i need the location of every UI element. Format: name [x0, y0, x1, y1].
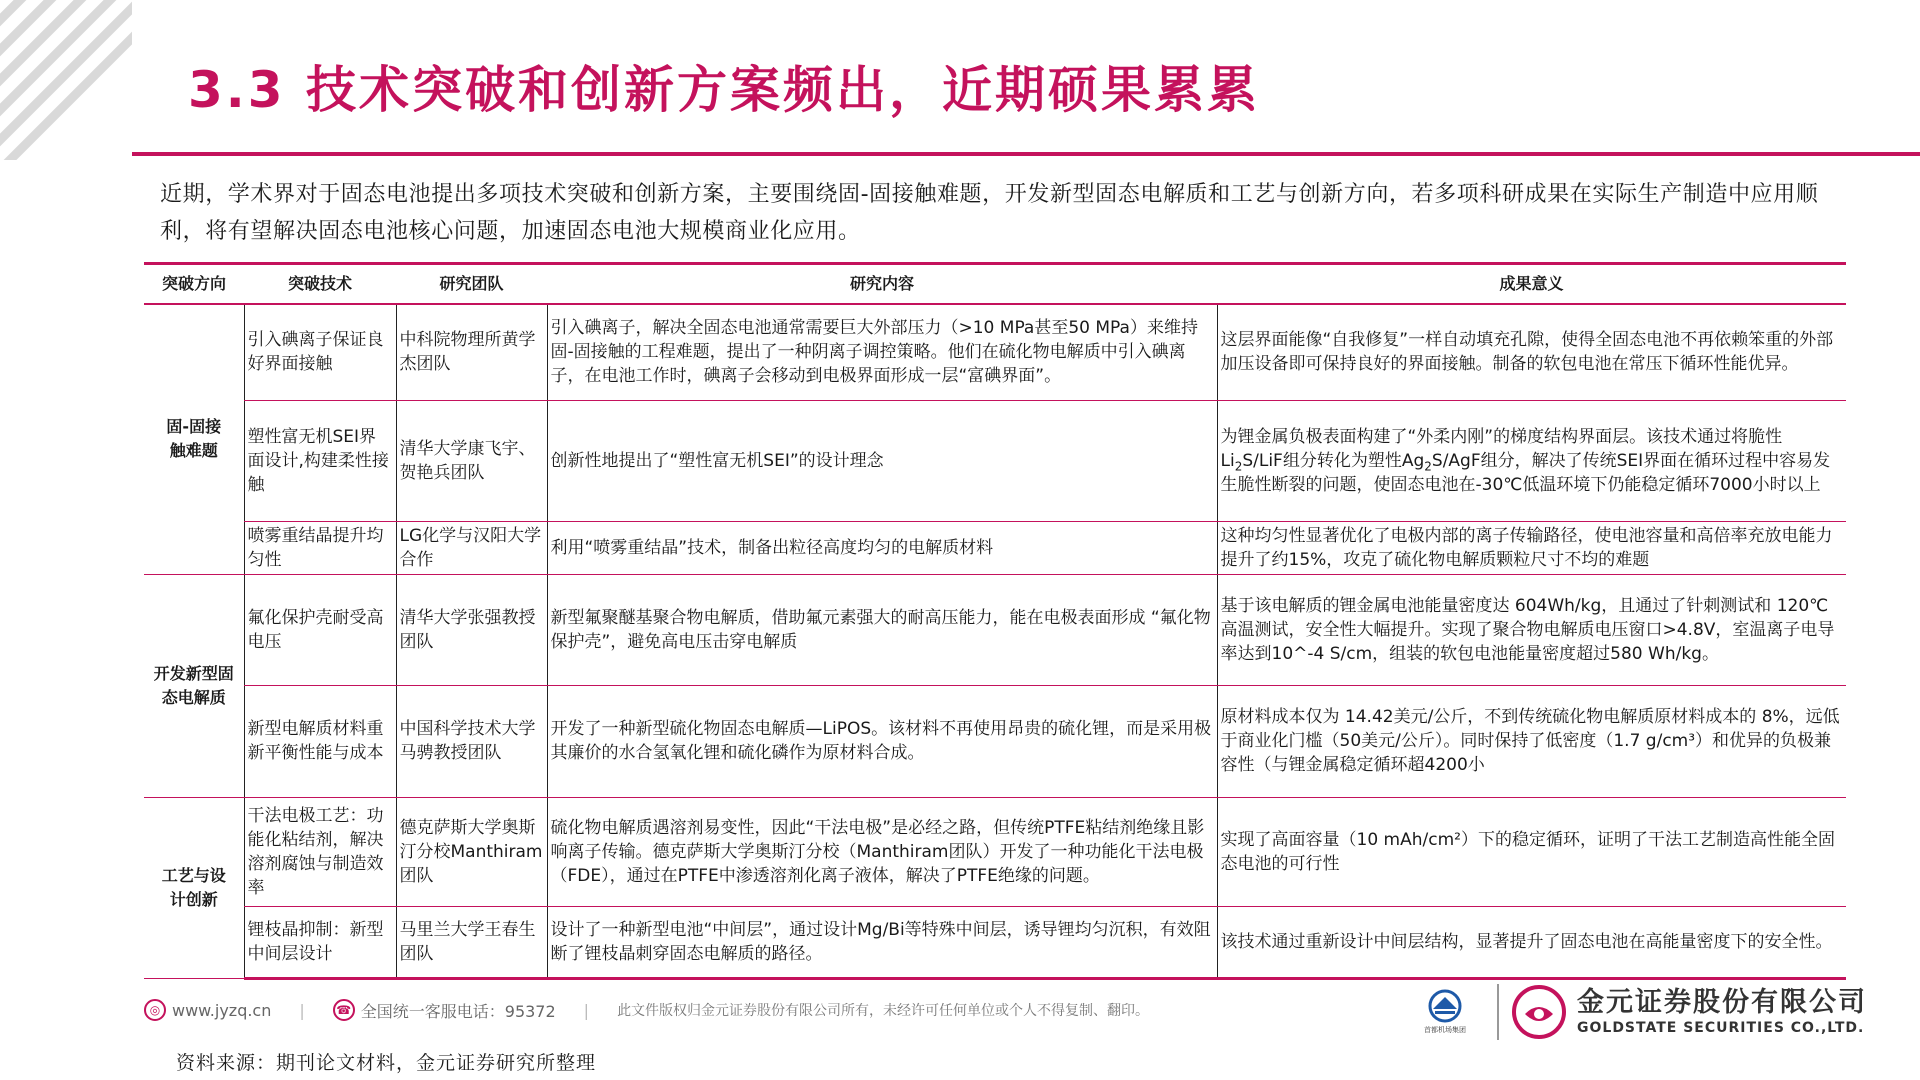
tech-cell: 锂枝晶抑制：新型中间层设计: [244, 906, 396, 978]
team-cell: 德克萨斯大学奥斯汀分校Manthiram团队: [396, 797, 547, 906]
table-row: [144, 400, 1846, 521]
content-cell: 设计了一种新型电池“中间层”，通过设计Mg/Bi等特殊中间层，诱导锂均匀沉积，有效阻断了锂枝晶刺穿固态电解质的路径。: [547, 906, 1217, 978]
content-cell: 硫化物电解质遇溶剂易变性，因此“干法电极”是必经之路，但传统PTFE粘结剂绝缘且影响离子传输。德克萨斯大学奥斯汀分校（Manthiram团队）开发了一种功能化干法电极（FDE），通过在PTFE中渗透溶剂化离子液体，解决了PTFE绝缘的问题。: [547, 797, 1217, 906]
team-cell: LG化学与汉阳大学合作: [396, 521, 547, 574]
result-text-part: 为锂金属负极表面构建了“外柔内刚”的梯度结构界面层。该技术通过将脆性Li: [1220, 426, 1783, 471]
logo-area: [1405, 980, 1875, 1044]
table-row: [144, 685, 1846, 797]
result-cell: 实现了高面容量（10 mAh/cm²）下的稳定循环，证明了干法工艺制造高性能全固态电池的可行性: [1217, 797, 1846, 906]
subscript: 2: [1424, 458, 1432, 473]
subscript: 2: [1234, 458, 1243, 473]
tech-cell: 新型电解质材料重新平衡性能与成本: [244, 685, 396, 797]
content-cell: 利用“喷雾重结晶”技术，制备出粒径高度均匀的电解质材料: [547, 521, 1217, 574]
website-text: www.jyzq.cn: [172, 1000, 272, 1020]
title-rule: [132, 152, 1920, 156]
result-text-part: S/LiF组分转化为塑性Ag: [1242, 450, 1425, 471]
result-cell: 该技术通过重新设计中间层结构，显著提升了固态电池在高能量密度下的安全性。: [1217, 906, 1846, 978]
team-cell: 中科院物理所黄学杰团队: [396, 304, 547, 400]
tech-cell: 氟化保护壳耐受高电压: [244, 574, 396, 685]
footer-website[interactable]: [144, 999, 271, 1021]
phone-icon: ☎: [333, 999, 355, 1021]
team-cell: 马里兰大学王春生团队: [396, 906, 547, 978]
page-title: 3.3 技术突破和创新方案频出，近期硕果累累: [188, 61, 1260, 119]
goldstate-logo: [1511, 984, 1867, 1040]
source-note: 资料来源：期刊论文材料，金元证券研究所整理: [176, 1052, 597, 1074]
goldstate-logo-icon: [1511, 984, 1567, 1040]
airport-logo-icon: [1425, 989, 1465, 1023]
copyright-text: 此文件版权归金元证券股份有限公司所有，未经许可任何单位或个人不得复制、翻印。: [617, 1003, 1150, 1019]
footer-separator: |: [299, 1000, 305, 1020]
header-significance: 成果意义: [1217, 264, 1846, 305]
content-cell: 新型氟聚醚基聚合物电解质，借助氟元素强大的耐高压能力，能在电极表面形成 “氟化物保护壳”，避免高电压击穿电解质: [547, 574, 1217, 685]
content-cell: 开发了一种新型硫化物固态电解质—LiPOS。该材料不再使用昂贵的硫化锂，而是采用极其廉价的水合氢氧化锂和硫化磷作为原材料合成。: [547, 685, 1217, 797]
team-cell: 清华大学康飞宇、贺艳兵团队: [396, 400, 547, 521]
table-row: [144, 797, 1846, 906]
tech-cell: 塑性富无机SEI界面设计,构建柔性接触: [244, 400, 396, 521]
airport-group-logo: [1405, 980, 1485, 1044]
team-cell: 中国科学技术大学马骋教授团队: [396, 685, 547, 797]
globe-icon: ◎: [144, 999, 166, 1021]
footer-strip: [144, 990, 1444, 1030]
logo-divider: [1497, 984, 1499, 1040]
result-text-part: S/AgF组分，解决了传统SEI界面在循环过程中容易发生脆性断裂的问题，使固态电池在-30℃低温环境下仍能稳定循环7000小时以上: [1220, 450, 1831, 495]
footer-separator: |: [583, 1000, 590, 1020]
content-cell: 引入碘离子，解决全固态电池通常需要巨大外部压力（>10 MPa甚至50 MPa）来维持固-固接触的工程难题，提出了一种阴离子调控策略。他们在硫化物电解质中引入碘离子，在电池工作时，碘离子会移动到电极界面形成一层“富碘界面”。: [547, 304, 1217, 400]
company-name-cn: 金元证券股份有限公司: [1577, 987, 1867, 1018]
hotline-text: 全国统一客服电话：95372: [360, 1001, 556, 1021]
airport-logo-text: 首都机场集团: [1424, 1026, 1466, 1034]
breakthrough-table: [144, 262, 1846, 980]
result-cell: 基于该电解质的锂金属电池能量密度达 604Wh/kg，且通过了针刺测试和 120℃高温测试，安全性大幅提升。实现了聚合物电解质电压窗口>4.8V，室温离子电导率达到10^-4 S/cm，组装的软包电池能量密度超过580 Wh/kg。: [1217, 574, 1846, 685]
direction-cell: 开发新型固态电解质: [144, 574, 244, 797]
tech-cell: 引入碘离子保证良好界面接触: [244, 304, 396, 400]
table-row: [144, 521, 1846, 574]
footer-hotline: [333, 999, 556, 1022]
table-header-row: [144, 264, 1846, 305]
table-row: [144, 574, 1846, 685]
header-technology: 突破技术: [244, 264, 396, 305]
intro-paragraph: 近期，学术界对于固态电池提出多项技术突破和创新方案，主要围绕固-固接触难题，开发新型固态电解质和工艺与创新方向，若多项科研成果在实际生产制造中应用顺利，将有望解决固态电池核心问题，加速固态电池大规模商业化应用。: [160, 182, 1819, 244]
table-row: [144, 304, 1846, 400]
title-band-slant: [132, 0, 172, 154]
direction-cell: 固-固接触难题: [144, 304, 244, 574]
result-cell: [1217, 400, 1846, 521]
result-cell: 这层界面能像“自我修复”一样自动填充孔隙，使得全固态电池不再依赖笨重的外部加压设备即可保持良好的界面接触。制备的软包电池在常压下循环性能优异。: [1217, 304, 1846, 400]
result-cell: 原材料成本仅为 14.42美元/公斤，不到传统硫化物电解质原材料成本的 8%，远低于商业化门槛（50美元/公斤）。同时保持了低密度（1.7 g/cm³）和优异的负极兼容性（与锂金属稳定循环超4200小: [1217, 685, 1846, 797]
content-cell: 创新性地提出了“塑性富无机SEI”的设计理念: [547, 400, 1217, 521]
team-cell: 清华大学张强教授团队: [396, 574, 547, 685]
header-team: 研究团队: [396, 264, 547, 305]
table-row: [144, 906, 1846, 978]
result-cell: 这种均匀性显著优化了电极内部的离子传输路径，使电池容量和高倍率充放电能力提升了约15%，攻克了硫化物电解质颗粒尺寸不均的难题: [1217, 521, 1846, 574]
tech-cell: 喷雾重结晶提升均匀性: [244, 521, 396, 574]
header-direction: 突破方向: [144, 264, 244, 305]
direction-cell: 工艺与设计创新: [144, 797, 244, 978]
company-name-en: GOLDSTATE SECURITIES CO.,LTD.: [1577, 1020, 1865, 1036]
tech-cell: 干法电极工艺：功能化粘结剂，解决溶剂腐蚀与制造效率: [244, 797, 396, 906]
header-content: 研究内容: [547, 264, 1217, 305]
